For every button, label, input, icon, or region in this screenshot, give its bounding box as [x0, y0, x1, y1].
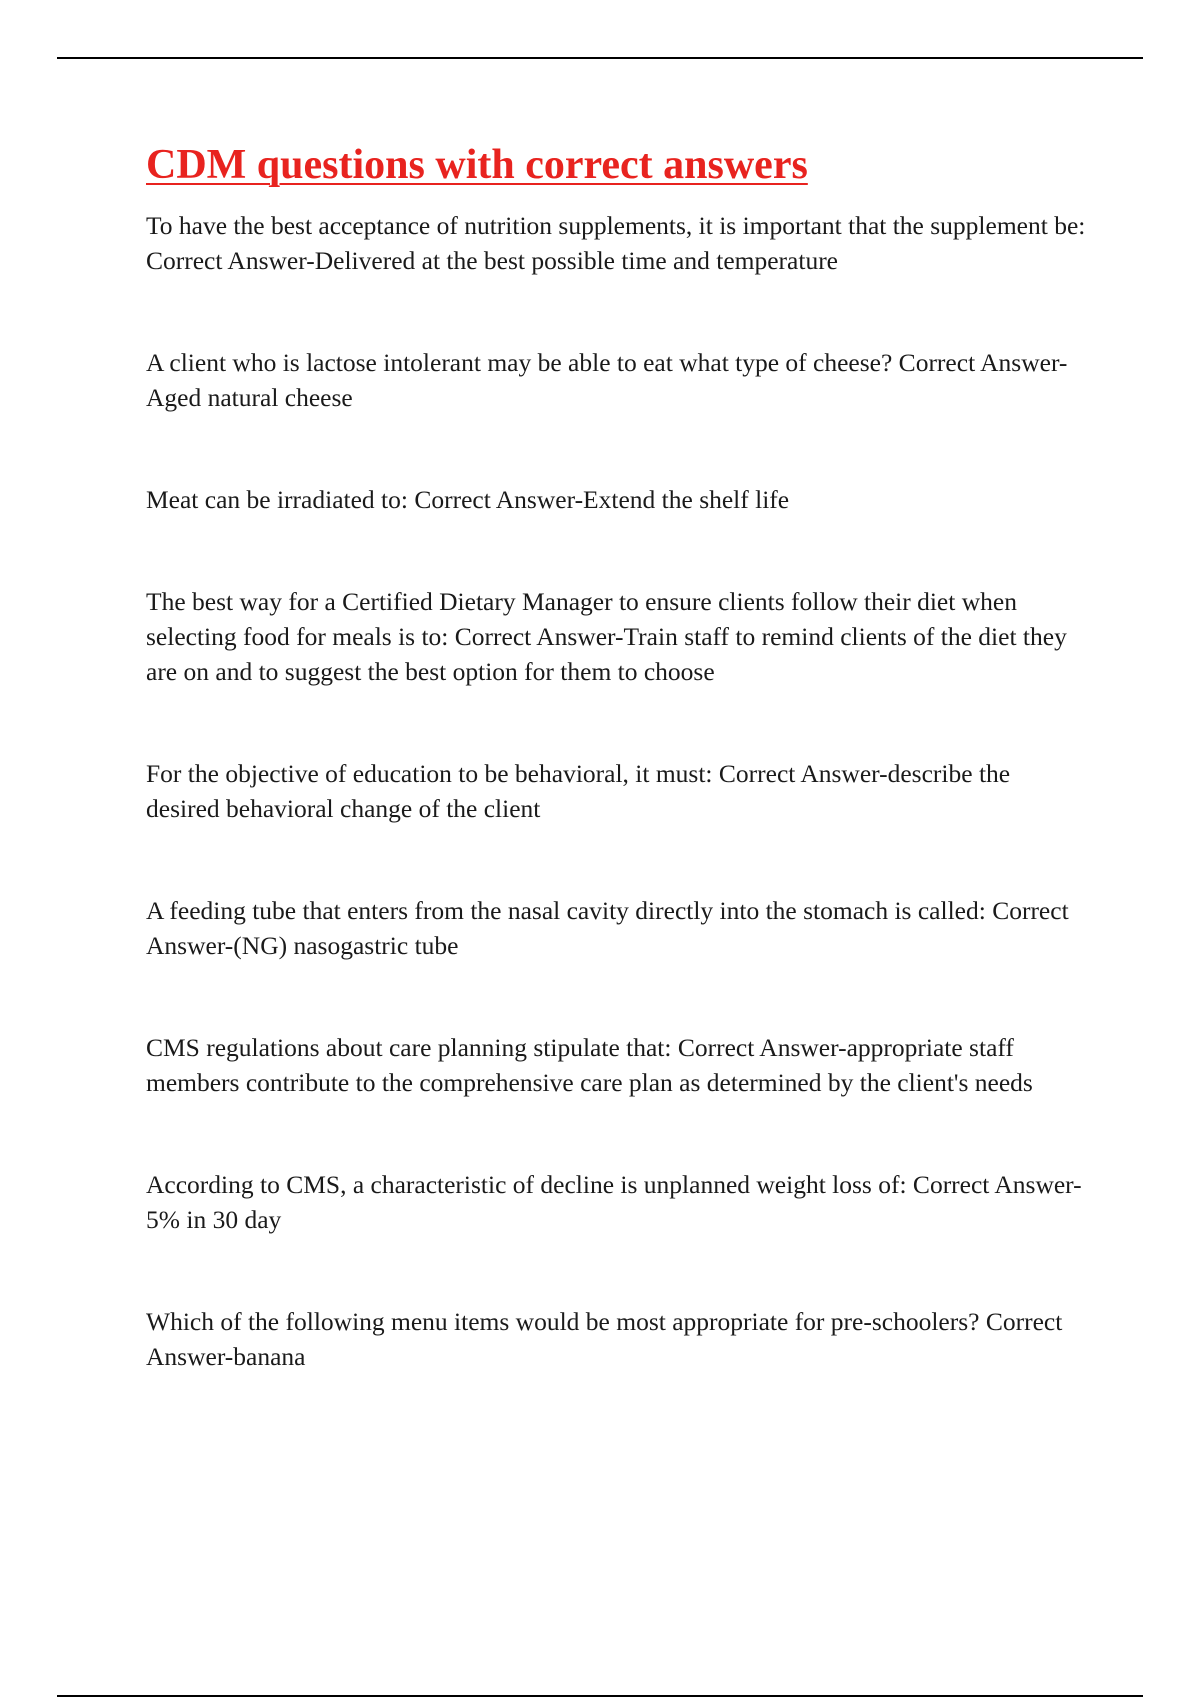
qa-item-7: CMS regulations about care planning stipulate that: Correct Answer-appropriate staff members contribute to the comprehensive care plan as determined by the client's needs	[146, 1033, 1033, 1098]
document-title: CDM questions with correct answers	[146, 142, 808, 188]
qa-item-2: A client who is lactose intolerant may be able to eat what type of cheese? Correct Answer-Aged natural cheese	[146, 348, 1068, 413]
qa-item-5: For the objective of education to be behavioral, it must: Correct Answer-describe the desired behavioral change of the client	[146, 759, 1011, 824]
qa-item-9: Which of the following menu items would be most appropriate for pre-schoolers? Correct Answer-banana	[146, 1307, 1063, 1372]
qa-item-1: To have the best acceptance of nutrition supplements, it is important that the supplement be: Correct Answer-Delivered at the best possible time and temperature	[146, 211, 1086, 276]
qa-item-6: A feeding tube that enters from the nasal cavity directly into the stomach is called: Correct Answer-(NG) nasogastric tube	[146, 896, 1069, 961]
qa-item-4: The best way for a Certified Dietary Manager to ensure clients follow their diet when selecting food for meals is to: Correct Answer-Train staff to remind clients of the diet they are on and to suggest the best option for them to choose	[146, 587, 1067, 687]
top-divider	[57, 57, 1143, 59]
document-body	[146, 140, 1086, 1374]
qa-item-8: According to CMS, a characteristic of decline is unplanned weight loss of: Correct Answer-5% in 30 day	[146, 1170, 1082, 1235]
qa-item-3: Meat can be irradiated to: Correct Answer-Extend the shelf life	[146, 485, 790, 515]
bottom-divider	[57, 1695, 1143, 1697]
